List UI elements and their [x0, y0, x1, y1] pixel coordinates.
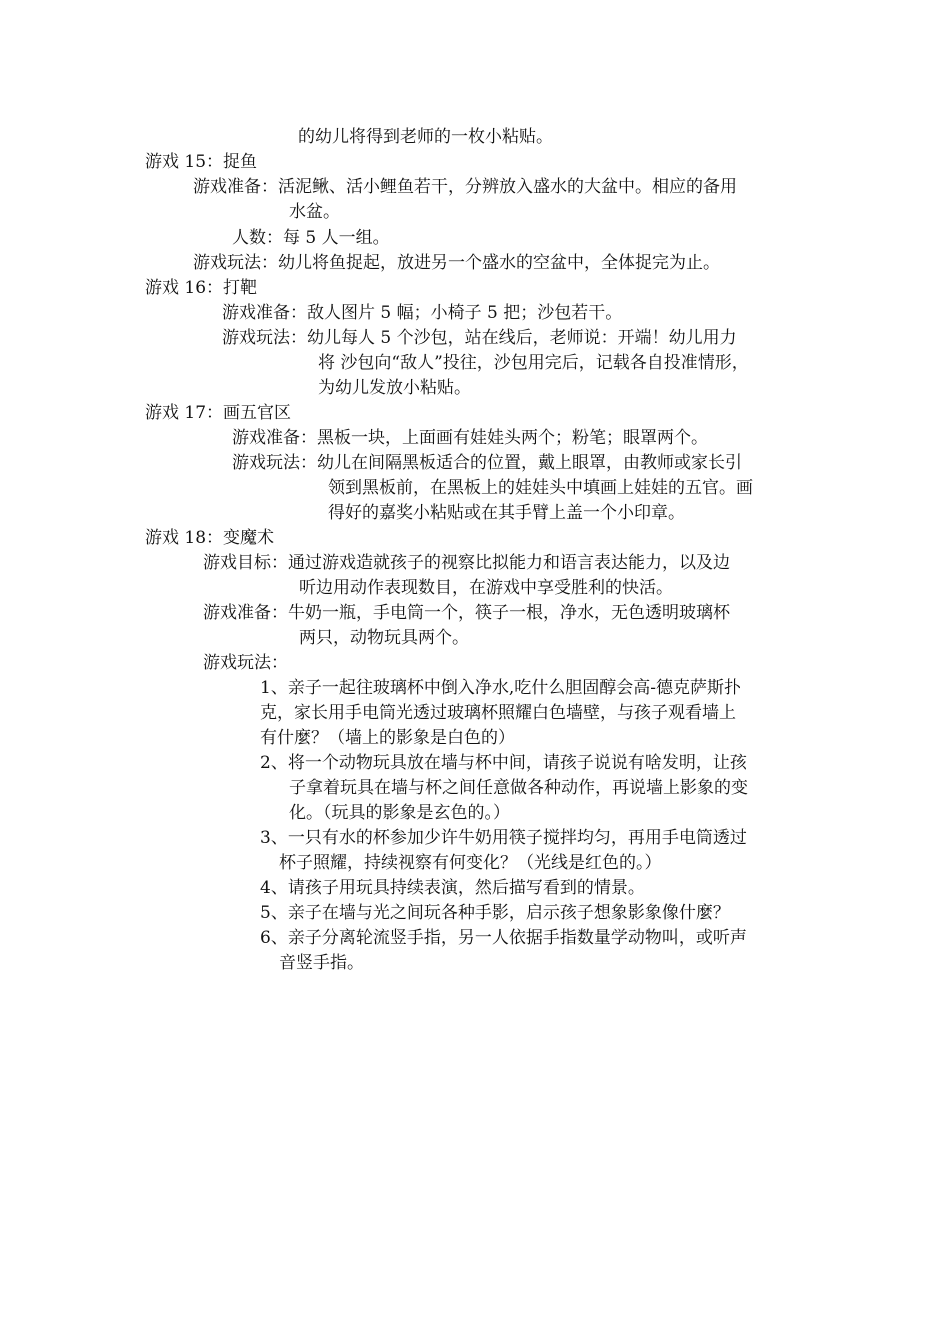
list-item: 5、亲子在墙与光之间玩各种手影，启示孩子想象影象像什麼？ [260, 903, 730, 923]
text-line: 游戏目标：通过游戏造就孩子的视察比拟能力和语言表达能力，以及边 [203, 553, 730, 573]
text-line: 两只，动物玩具两个。 [299, 628, 469, 648]
game-16-heading: 游戏 16：打靶 [145, 278, 258, 298]
game-15-heading: 游戏 15：捉鱼 [145, 152, 258, 172]
text-line: 游戏准备：黑板一块，上面画有娃娃头两个；粉笔；眼罩两个。 [232, 428, 708, 448]
text-line: 游戏玩法：幼儿在间隔黑板适合的位置，戴上眼罩，由教师或家长引 [232, 453, 742, 473]
text-line: 人数：每 5 人一组。 [232, 228, 390, 248]
list-item: 1、亲子一起往玻璃杯中倒入净水,吃什么胆固醇会高-德克萨斯扑 [260, 678, 741, 698]
text-line: 子拿着玩具在墙与杯之间任意做各种动作，再说墙上影象的变 [289, 778, 748, 798]
list-item: 3、一只有水的杯参加少许牛奶用筷子搅拌均匀，再用手电筒透过 [260, 828, 747, 848]
text-line: 杯子照耀，持续视察有何变化？（光线是红色的。） [279, 853, 662, 873]
text-line: 为幼儿发放小粘贴。 [318, 378, 471, 398]
text-line: 得好的嘉奖小粘贴或在其手臂上盖一个小印章。 [328, 503, 685, 523]
text-line: 化。（玩具的影象是玄色的。） [289, 803, 510, 823]
text-line: 的幼儿将得到老师的一枚小粘贴。 [298, 127, 553, 147]
text-line: 游戏玩法： [203, 653, 288, 673]
text-line: 有什麼？（墙上的影象是白色的） [260, 728, 515, 748]
text-line: 克，家长用手电筒光透过玻璃杯照耀白色墙壁，与孩子观看墙上 [260, 703, 736, 723]
list-item: 6、亲子分离轮流竖手指，另一人依据手指数量学动物叫，或听声 [260, 928, 747, 948]
list-item: 2、将一个动物玩具放在墙与杯中间，请孩子说说有啥发明，让孩 [260, 753, 747, 773]
text-line: 游戏玩法：幼儿每人 5 个沙包，站在线后，老师说：开端！幼儿用力 [222, 328, 737, 348]
list-item: 4、请孩子用玩具持续表演，然后描写看到的情景。 [260, 878, 645, 898]
text-line: 游戏准备：牛奶一瓶，手电筒一个，筷子一根，净水，无色透明玻璃杯 [203, 603, 730, 623]
text-line: 游戏准备：活泥鳅、活小鲤鱼若干，分辨放入盛水的大盆中。相应的备用 [193, 177, 737, 197]
text-line: 水盆。 [289, 202, 340, 222]
text-line: 游戏玩法：幼儿将鱼捉起，放进另一个盛水的空盆中，全体捉完为止。 [193, 253, 720, 273]
game-17-heading: 游戏 17：画五官区 [145, 403, 292, 423]
text-line: 将 沙包向“敌人”投往，沙包用完后，记载各自投准情形， [318, 353, 749, 373]
game-18-heading: 游戏 18：变魔术 [145, 528, 275, 548]
text-line: 听边用动作表现数目，在游戏中享受胜利的快活。 [299, 578, 673, 598]
text-line: 领到黑板前，在黑板上的娃娃头中填画上娃娃的五官。画 [328, 478, 753, 498]
text-line: 游戏准备：敌人图片 5 幅；小椅子 5 把；沙包若干。 [222, 303, 623, 323]
text-line: 音竖手指。 [279, 953, 364, 973]
